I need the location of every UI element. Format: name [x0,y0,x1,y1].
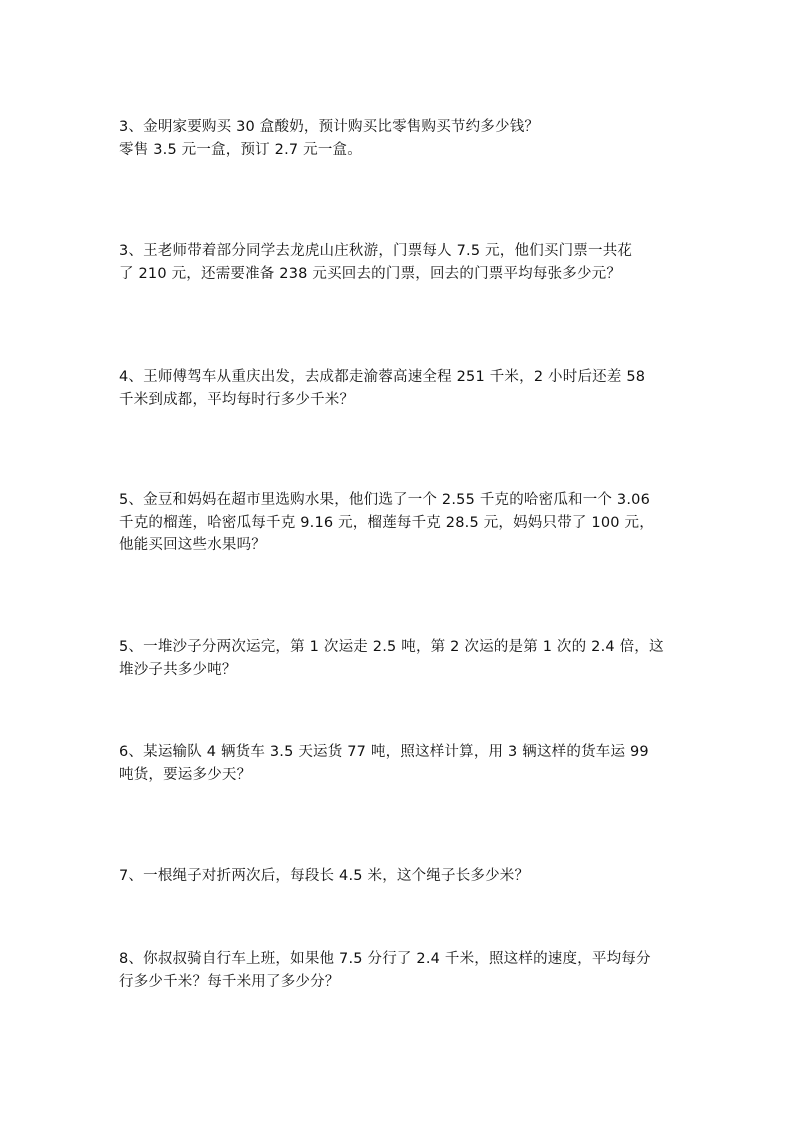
problem-5-line-1: 5、一堆沙子分两次运完，第 1 次运走 2.5 吨，第 2 次运的是第 1 次的 2.4 倍，这 [119,639,664,655]
problem-5-line-2: 堆沙子共多少吨？ [119,661,237,678]
problem-6 [119,741,679,786]
problem-6-line-2: 吨货，要运多少天？ [119,766,252,783]
problem-2 [119,240,679,285]
problem-5 [119,636,679,681]
problem-4 [119,489,679,557]
problem-1-line-2: 零售 3.5 元一盒，预订 2.7 元一盒。 [119,141,362,158]
problem-2-line-2: 了 210 元，还需要准备 238 元买回去的门票，回去的门票平均每张多少元？ [119,265,622,282]
problem-3 [119,366,679,411]
problem-8-line-1: 8、你叔叔骑自行车上班，如果他 7.5 分行了 2.4 千米，照这样的速度，平均每分 [119,951,651,967]
problem-3-line-2: 千米到成都，平均每时行多少千米？ [119,391,355,408]
problem-7 [119,865,679,888]
problem-4-line-3: 他能买回这些水果吗？ [119,537,266,553]
problem-6-line-1: 6、某运输队 4 辆货车 3.5 天运货 77 吨，照这样计算，用 3 辆这样的货车运 99 [119,744,649,760]
problem-8 [119,948,679,993]
problem-1 [119,116,679,161]
problem-7-line-1: 7、一根绳子对折两次后，每段长 4.5 米，这个绳子长多少米？ [119,868,530,884]
problem-4-line-2: 千克的榴莲，哈密瓜每千克 9.16 元，榴莲每千克 28.5 元，妈妈只带了 100 元， [119,514,654,531]
problem-1-line-1: 3、金明家要购买 30 盒酸奶，预计购买比零售购买节约多少钱？ [119,119,540,135]
problem-2-line-1: 3、王老师带着部分同学去龙虎山庄秋游，门票每人 7.5 元，他们买门票一共花 [119,243,633,259]
problem-4-line-1: 5、金豆和妈妈在超市里选购水果，他们选了一个 2.55 千克的哈密瓜和一个 3.06 [119,492,651,508]
problem-3-line-1: 4、王师傅驾车从重庆出发，去成都走渝蓉高速全程 251 千米，2 小时后还差 58 [119,369,646,385]
problem-8-line-2: 行多少千米？每千米用了多少分？ [119,973,340,990]
